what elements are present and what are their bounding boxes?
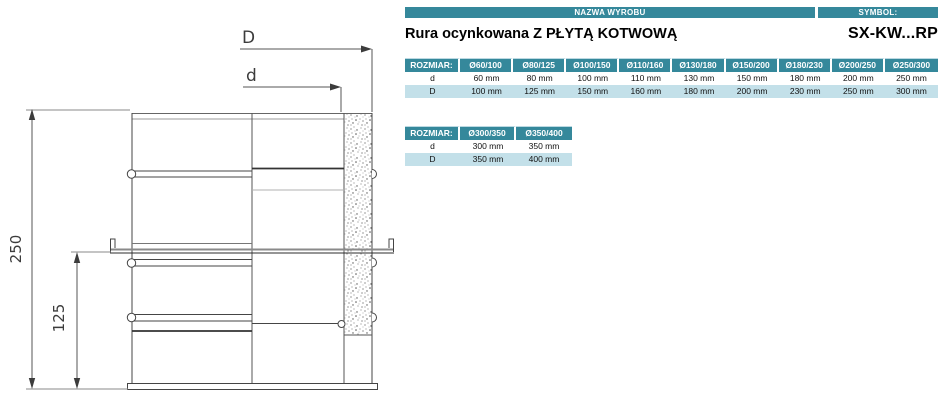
size-column-header: Ø130/180 bbox=[672, 58, 725, 72]
dimension-value-cell: 350 mm bbox=[472, 154, 504, 164]
size-column-header: Ø350/400 bbox=[516, 126, 572, 140]
size-column-header: Ø250/300 bbox=[885, 58, 938, 72]
dimension-value-cell: 150 mm bbox=[577, 86, 609, 96]
dimension-value-cell: 100 mm bbox=[577, 73, 609, 83]
size-column-header: Ø300/350 bbox=[460, 126, 516, 140]
table-row bbox=[405, 72, 938, 85]
dim-label-125: 125 bbox=[50, 303, 68, 333]
nazwa-wyrobu-bar: NAZWA WYROBU bbox=[405, 7, 815, 18]
title-row bbox=[405, 25, 938, 43]
size-table-header-row bbox=[405, 58, 938, 72]
dimension-value-cell: 110 mm bbox=[630, 73, 661, 83]
dim-label-d: d bbox=[246, 66, 257, 86]
dimension-lines bbox=[26, 49, 372, 389]
dimension-value-cell: 160 mm bbox=[630, 86, 662, 96]
dimension-value-cell: 300 mm bbox=[896, 86, 927, 96]
row-label: d bbox=[430, 73, 435, 83]
dimension-value-cell: 130 mm bbox=[683, 73, 715, 83]
size-column-header: Ø110/160 bbox=[619, 58, 672, 72]
dimension-value-cell: 300 mm bbox=[472, 141, 504, 151]
rozmiar-header-cell: ROZMIAR: bbox=[405, 126, 460, 140]
dimension-value-cell: 180 mm bbox=[683, 86, 715, 96]
technical-drawing bbox=[0, 0, 402, 413]
dimension-value-cell: 200 mm bbox=[842, 73, 874, 83]
symbol-bar: SYMBOL: bbox=[818, 7, 938, 18]
row-label: D bbox=[429, 86, 436, 96]
insulation-hatch bbox=[345, 113, 372, 335]
dim-label-250: 250 bbox=[7, 234, 25, 264]
size-column-header: Ø200/250 bbox=[832, 58, 885, 72]
pipe-section-drawing bbox=[0, 0, 402, 413]
table-row bbox=[405, 85, 938, 98]
table-row bbox=[405, 153, 572, 166]
row-label: D bbox=[429, 154, 436, 164]
dimension-value-cell: 400 mm bbox=[528, 154, 560, 164]
size-table-main bbox=[405, 58, 938, 98]
size-table-extra bbox=[405, 126, 572, 166]
dimension-value-cell: 125 mm bbox=[524, 86, 556, 96]
row-label: d bbox=[430, 141, 435, 151]
size-column-header: Ø150/200 bbox=[726, 58, 779, 72]
size-column-header: Ø60/100 bbox=[460, 58, 513, 72]
size-table-header-row bbox=[405, 126, 572, 140]
dim-label-D: D bbox=[242, 28, 256, 48]
dimension-value-cell: 80 mm bbox=[526, 73, 553, 83]
header-bars bbox=[405, 7, 938, 18]
dimension-value-cell: 60 mm bbox=[473, 73, 500, 83]
dimension-value-cell: 200 mm bbox=[736, 86, 768, 96]
dimension-arrows bbox=[29, 46, 372, 390]
dimension-value-cell: 180 mm bbox=[789, 73, 821, 83]
product-info-panel bbox=[405, 7, 938, 166]
symbol-value: SX-KW...RP bbox=[847, 25, 938, 42]
size-column-header: Ø80/125 bbox=[513, 58, 566, 72]
dimension-value-cell: 250 mm bbox=[896, 73, 927, 83]
product-name: Rura ocynkowana Z PŁYTĄ KOTWOWĄ bbox=[405, 26, 678, 42]
size-column-header: Ø180/230 bbox=[779, 58, 832, 72]
dimension-value-cell: 350 mm bbox=[528, 141, 560, 151]
dimension-value-cell: 250 mm bbox=[842, 86, 874, 96]
dimension-value-cell: 150 mm bbox=[736, 73, 768, 83]
table-row bbox=[405, 140, 572, 153]
rozmiar-header-cell: ROZMIAR: bbox=[405, 58, 460, 72]
dimension-value-cell: 100 mm bbox=[471, 86, 502, 96]
size-column-header: Ø100/150 bbox=[566, 58, 619, 72]
dimension-value-cell: 230 mm bbox=[789, 86, 821, 96]
